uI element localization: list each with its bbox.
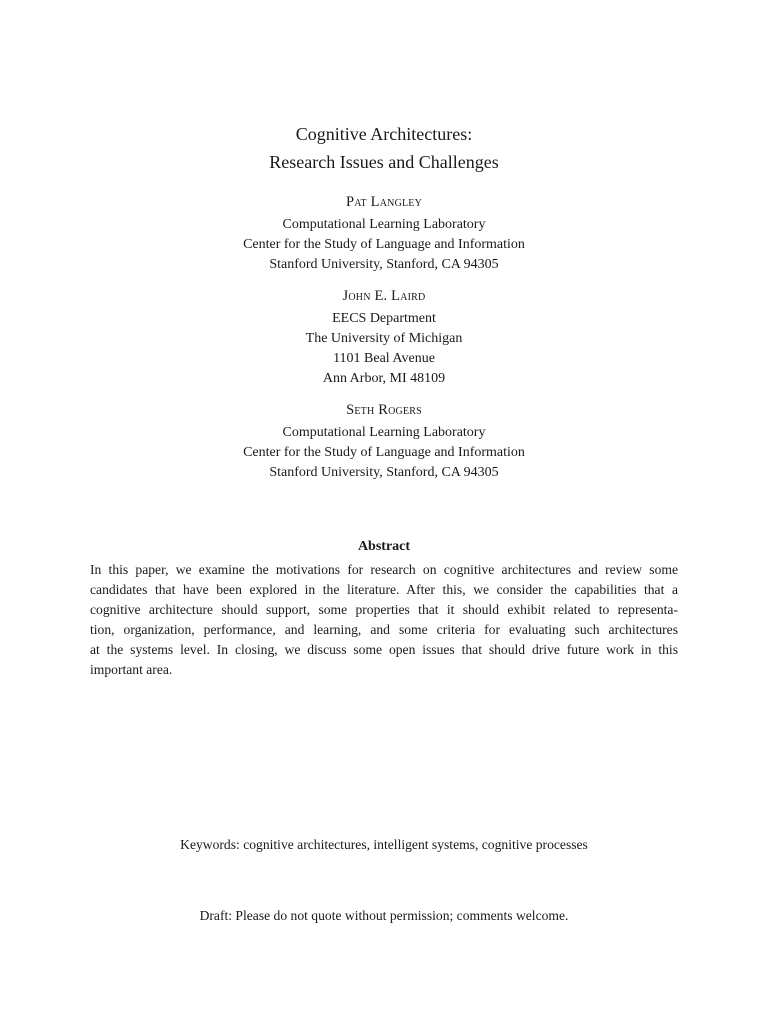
author-block-langley bbox=[0, 192, 768, 275]
draft-note: Draft: Please do not quote without permission; comments welcome. bbox=[199, 908, 569, 923]
keywords-line: Keywords: cognitive architectures, intelligent systems, cognitive processes bbox=[180, 837, 588, 852]
author-block-rogers bbox=[0, 400, 768, 483]
abstract-body bbox=[90, 560, 678, 680]
author-list bbox=[0, 192, 768, 494]
abstract-line: important area. bbox=[90, 662, 173, 677]
affiliation-line: Computational Learning Laboratory bbox=[282, 217, 486, 232]
paper-title bbox=[0, 120, 768, 176]
abstract-line: tion, organization, performance, and learning, and some criteria for evaluating such architectures bbox=[90, 622, 678, 637]
title-line-2: Research Issues and Challenges bbox=[269, 152, 499, 172]
affiliation-line: EECS Department bbox=[332, 311, 436, 326]
abstract-heading: Abstract bbox=[357, 539, 411, 554]
affiliation-line: Computational Learning Laboratory bbox=[282, 425, 486, 440]
affiliation-line: Center for the Study of Language and Information bbox=[243, 237, 525, 252]
affiliation-line: 1101 Beal Avenue bbox=[333, 351, 435, 366]
affiliation-line: Center for the Study of Language and Information bbox=[243, 445, 525, 460]
author-name: Pat Langley bbox=[345, 194, 423, 210]
affiliation-line: Stanford University, Stanford, CA 94305 bbox=[269, 257, 499, 272]
author-name: John E. Laird bbox=[342, 288, 426, 304]
abstract-line: cognitive architecture should support, some properties that it should exhibit related to representa- bbox=[90, 602, 678, 617]
abstract-line: candidates that have been explored in the literature. After this, we consider the capabilities that a bbox=[90, 582, 678, 597]
abstract-line: at the systems level. In closing, we discuss some open issues that should drive future work in this bbox=[90, 642, 678, 657]
affiliation-line: Stanford University, Stanford, CA 94305 bbox=[269, 465, 499, 480]
title-line-1: Cognitive Architectures: bbox=[295, 124, 473, 144]
affiliation-line: Ann Arbor, MI 48109 bbox=[322, 371, 446, 386]
affiliation-line: The University of Michigan bbox=[305, 331, 463, 346]
author-name: Seth Rogers bbox=[346, 402, 422, 418]
abstract-line: In this paper, we examine the motivations for research on cognitive architectures and review some bbox=[90, 562, 678, 577]
author-block-laird bbox=[0, 286, 768, 389]
